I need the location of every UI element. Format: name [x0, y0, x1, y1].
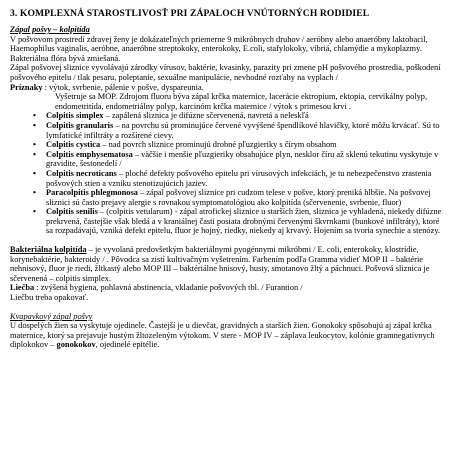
definition: – zápal pošvovej sliznice pri cudzom telese v pošve, ktorý preniká hlbšie. Na pošvovej sliznici sú často prejavy alergie s rovnakou symptomatológiou ako kolpitída (sčervenenie, svrbenie, fluor) — [46, 188, 431, 207]
spacer — [10, 303, 442, 312]
colpitis-list — [10, 111, 442, 236]
bullet-icon: • — [33, 149, 36, 159]
paragraph-text: , ojedinelé epitélie. — [95, 340, 160, 350]
list-item — [10, 150, 442, 169]
paragraph: Zápal pošvovej sliznice vyvolávajú zárodky vírusov, baktérie, kvasinky, parazity pri zmene pH pošvového prostredia, poškodení pošvového epitelu / tlak pesaru, poleptanie, sexuálne manipulácie, nevhodné rozťahy na vyplach / — [10, 63, 441, 82]
definition: – ploché defekty pošvového epitelu pri vírusových infekciách, je tu nebezpečenstvo zrastenia pošvových stien a vzniku stenotizujúcich jaziev. — [46, 168, 432, 188]
spacer — [10, 236, 442, 245]
paragraph-text: – je vyvolaná predovšetkým bakteriálnymi pyogénnymi mikróbmi / E. coli, enterokoky, klostrídie, korynebaktérie, bakteroidy / . Pôvodca sa zistí kultivačným vyšetrením. Farbením podľa Gramma vidieť MOP II – baktérie nehnisový, fluor je riedi, žltkastý alebo MOP III – baktériálne hnisový, husty, smotanovo žltý a páchnuci. Pošvová sliznica je sčervenená – colpitis simplex. — [10, 245, 430, 283]
definition: – nad povrch sliznice prominujú drobné pľuzgieriky s čírym obsahom — [100, 140, 337, 150]
bullet-icon: • — [33, 120, 36, 130]
list-item — [10, 111, 442, 121]
bullet-icon: • — [33, 207, 36, 217]
treatment-label: Liečba — [10, 283, 35, 293]
section-heading-bacterial: Bakteriálna kolpitída — [10, 245, 87, 255]
list-item — [10, 140, 442, 150]
definition: – na povrchu sú prominujúce červené vyvýšené špendlíkové hlavičky, ktoré môžu krvácať. Sú to lymfatické infiltráty a rozšírené cievy. — [46, 120, 440, 140]
document-title: 3. KOMPLEXNÁ STAROSTLIVOSŤ PRI ZÁPALOCH VNÚTORNÝCH RODIDIEL — [10, 8, 370, 19]
paragraph: V pošvovom prostredí zdravej ženy je dokázateľných priemerne 9 mikróbnych druhov / aeróbny alebo anaeróbny laktobacil, Haemophilus vaginalis, aeróbne, anaeróbne streptokoky, enterokoky, E.coli, stafylokoky, vibriá, chlamýdie a mykoplazmy. Bakteriálna flóra bývá zmiešaná. — [10, 34, 428, 63]
paragraph — [10, 245, 442, 283]
list-item — [10, 188, 442, 207]
symptoms-line — [10, 83, 442, 93]
bullet-icon: • — [33, 188, 36, 198]
treatment-line — [10, 283, 442, 293]
list-item — [10, 121, 442, 140]
bullet-icon: • — [33, 140, 36, 150]
list-item — [10, 169, 442, 188]
bullet-icon: • — [33, 168, 36, 178]
definition: – väčšie i menšie pľuzgieriky obsahujúce plyn, nesklor číru až sklenú tekutinu vyskytuje v gravidite, šestonedelí / — [46, 149, 439, 169]
definition: – zapálená sliznica je difúzne sčervenená, navretá a neleskľá — [103, 111, 309, 121]
definition: – (colpitis vetularum) - zápal atrofickej sliznice u starších žien, sliznica je vyhladená, niekedy difúzne prekrvená, častejšie však bledá a v kraniálnej časti posiata drobnými červenými škvrnkami (bunkové infiltráty), ktoré sa rozpadávajú, vzniká defekt epitelu, fluor je hojný, riedky, niekedy aj krvavý. Hojením sa tvoria synechie a stenózy. — [46, 207, 442, 236]
paragraph — [10, 321, 442, 350]
section-heading-gonorrhea: Kvapavkový zápal pošvy — [10, 311, 93, 321]
term: Colpitis granularis — [46, 120, 114, 130]
treatment-text: : zvýšená hygiena, pohlavná abstinencia, vkladanie pošvových tbl. / Furantion / — [34, 283, 303, 293]
paragraph-text: U dospelých žien sa vyskytuje ojedinele. Častejší je u dievčat, gravidných a starších žien. Gonokoky spôsobujú aj zápal krčka maternice, ktorý sa prejavuje hustým žltozeleným výtokom. V stere - MOP IV – záplava leukocytov, kolónie gramnegatívnych diplokokov – — [10, 321, 435, 350]
list-item — [10, 207, 442, 236]
term: gonokokov — [56, 340, 96, 350]
term: Colpitis simplex — [46, 111, 104, 121]
bullet-icon: • — [33, 111, 36, 121]
symptoms-text: : výtok, svrbenie, pálenie v pošve, dyspareunia. — [42, 82, 204, 92]
term: Colpitis emphysematosa — [46, 149, 133, 159]
term: Colpitis cystica — [46, 140, 101, 150]
term: Colpitis necroticans — [46, 168, 117, 178]
section-heading-kolpitida: Zápal pošvy – kolpitída — [10, 25, 90, 34]
paragraph: Liečbu treba opakovať. — [10, 293, 89, 303]
symptoms-label: Príznaky — [10, 82, 43, 92]
term: Colpitis senilis — [46, 207, 98, 217]
term: Paracolpitis phlegmonosa — [46, 188, 138, 198]
paragraph: Vyšetruje sa MOP. Zdrojom fluoru býva zápal krčka maternice, lacerácie ektropium, ektopia, cervikálny polyp, endometritída, endometriálny polyp, karcinóm krčka maternice / výtok s primesou krvi . — [55, 92, 428, 111]
